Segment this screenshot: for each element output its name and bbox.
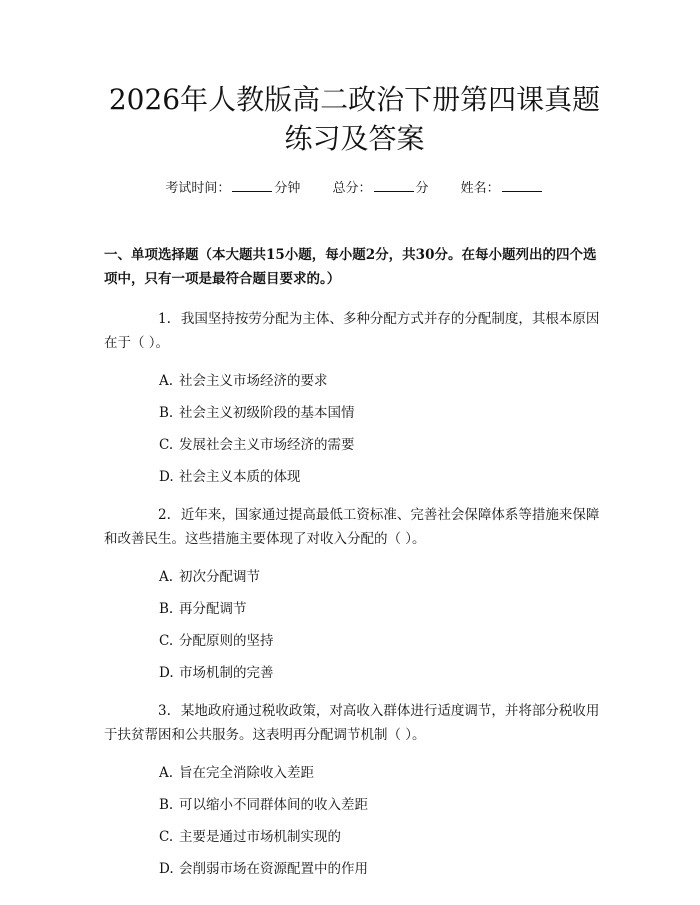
answer-option	[104, 599, 605, 619]
option-letter: C.	[159, 437, 174, 453]
option-text: 社会主义本质的体现	[179, 469, 301, 485]
question-item	[104, 307, 605, 487]
question-item	[104, 699, 605, 879]
answer-option	[104, 403, 605, 423]
option-list	[104, 763, 605, 879]
question-stem-text: 某地政府通过税收政策，对高收入群体进行适度调节，并将部分税收用于扶贫帮困和公共服务。这表明再分配调节机制（ ）。	[104, 703, 600, 743]
student-name-field	[461, 180, 544, 198]
option-letter: B.	[159, 405, 174, 421]
total-score-blank	[374, 180, 414, 192]
option-text: 市场机制的完善	[179, 665, 274, 681]
answer-option	[104, 567, 605, 587]
option-letter: D.	[159, 665, 174, 681]
option-list	[104, 567, 605, 683]
student-name-label: 姓名：	[460, 181, 500, 196]
option-letter: A.	[159, 569, 174, 585]
exam-info-line	[104, 180, 605, 198]
option-text: 初次分配调节	[179, 569, 260, 585]
answer-option	[104, 663, 605, 683]
option-text: 社会主义市场经济的要求	[179, 373, 328, 389]
option-text: 分配原则的坚持	[179, 633, 274, 649]
option-list	[104, 371, 605, 487]
question-stem-text: 我国坚持按劳分配为主体、多种分配方式并存的分配制度，其根本原因在于（ ）。	[104, 311, 600, 351]
answer-option	[104, 795, 605, 815]
answer-option	[104, 631, 605, 651]
question-stem	[104, 699, 605, 747]
answer-option	[104, 827, 605, 847]
question-number: 3.	[158, 703, 171, 719]
question-list	[104, 307, 605, 879]
option-text: 旨在完全消除收入差距	[179, 765, 314, 781]
question-stem	[104, 503, 605, 551]
total-score-unit: 分	[415, 181, 429, 196]
question-number: 2.	[158, 507, 171, 523]
option-letter: B.	[159, 601, 174, 617]
answer-option	[104, 763, 605, 783]
exam-time-field	[165, 180, 300, 198]
answer-option	[104, 859, 605, 879]
option-text: 社会主义初级阶段的基本国情	[179, 405, 355, 421]
question-stem-text: 近年来，国家通过提高最低工资标准、完善社会保障体系等措施来保障和改善民生。这些措施主要体现了对收入分配的（ ）。	[104, 507, 600, 547]
question-item	[104, 503, 605, 683]
exam-time-label: 考试时间：	[165, 181, 231, 196]
option-text: 可以缩小不同群体间的收入差距	[179, 797, 368, 813]
page-title: 2026年人教版高二政治下册第四课真题练习及答案	[108, 83, 601, 155]
answer-option	[104, 371, 605, 391]
option-text: 再分配调节	[179, 601, 247, 617]
section-heading: 一、单项选择题（本大题共15小题，每小题2分，共30分。在每小题列出的四个选项中，只有一项是最符合题目要求的。）	[104, 247, 597, 287]
answer-option	[104, 467, 605, 487]
option-letter: A.	[159, 373, 174, 389]
option-text: 会削弱市场在资源配置中的作用	[179, 861, 368, 877]
question-stem	[104, 307, 605, 355]
option-letter: D.	[159, 861, 174, 877]
option-letter: C.	[159, 829, 174, 845]
option-letter: D.	[159, 469, 174, 485]
option-text: 主要是通过市场机制实现的	[179, 829, 341, 845]
option-letter: C.	[159, 633, 174, 649]
exam-time-blank	[232, 180, 272, 192]
answer-option	[104, 435, 605, 455]
total-score-field	[332, 180, 428, 198]
student-name-blank	[502, 180, 542, 192]
exam-time-unit: 分钟	[274, 181, 301, 196]
total-score-label: 总分：	[332, 181, 372, 196]
option-text: 发展社会主义市场经济的需要	[179, 437, 355, 453]
option-letter: B.	[159, 797, 174, 813]
option-letter: A.	[159, 765, 174, 781]
question-number: 1.	[158, 311, 171, 327]
